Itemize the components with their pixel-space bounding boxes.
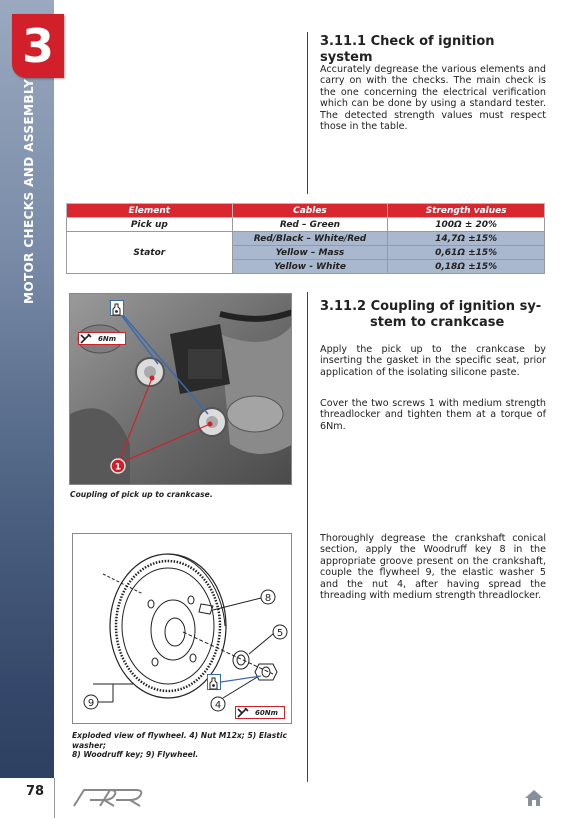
rr-logo [70, 786, 148, 812]
callout-8: 8 [264, 593, 272, 604]
header-element: Element [67, 204, 233, 218]
pickup-photo-illustration [70, 294, 292, 485]
torque-value: 60Nm [255, 708, 278, 717]
figure-caption-flywheel-line2: 8) Woodruff key; 9) Flywheel. [72, 750, 199, 759]
callout-4: 4 [214, 700, 222, 711]
callout-5: 5 [276, 628, 284, 639]
column-divider-top [307, 32, 308, 194]
section-heading-coupling: 3.11.2 Coupling of ignition sy- [320, 299, 542, 314]
footer-divider [54, 778, 55, 818]
header-cables: Cables [232, 204, 388, 218]
home-icon[interactable] [524, 789, 544, 811]
figure-caption-flywheel-line1: Exploded view of flywheel. 4) Nut M12x; 5) Elastic washer; [72, 731, 288, 750]
chapter-number-tab: 3 [12, 14, 64, 78]
table-row [67, 232, 545, 246]
callout-1: 1 [114, 462, 122, 473]
pickup-photo [69, 293, 292, 485]
torque-value: 6Nm [98, 334, 117, 343]
section-heading-check-ignition: 3.11.1 Check of ignition system [320, 34, 495, 65]
flywheel-diagram [72, 533, 292, 724]
torque-box [235, 706, 285, 719]
cell-value: 0,18Ω ±15% [388, 260, 545, 274]
cell-value: 100Ω ± 20% [388, 218, 545, 232]
page-number: 78 [26, 784, 45, 799]
section-heading-coupling-line2: stem to crankcase [370, 315, 505, 330]
torque-box [78, 332, 126, 345]
figure-caption-flywheel [72, 731, 298, 760]
header-strength-values: Strength values [388, 204, 545, 218]
column-divider-bottom [307, 292, 308, 782]
cell-cables: Red/Black – White/Red [232, 232, 388, 246]
cell-cables: Yellow - White [232, 260, 388, 274]
threadlocker-icon [110, 300, 124, 316]
table-row [67, 218, 545, 232]
threadlocker-leader [221, 674, 261, 694]
chapter-title: MOTOR CHECKS AND ASSEMBLY [22, 78, 36, 304]
flywheel-illustration [73, 534, 293, 725]
cell-cables: Red – Green [232, 218, 388, 232]
torque-wrench-icon [237, 707, 251, 718]
cell-element: Pick up [67, 218, 233, 232]
cell-value: 0,61Ω ±15% [388, 246, 545, 260]
threadlocker-icon [207, 674, 221, 690]
paragraph-check-ignition: Accurately degrease the various elements and carry on with the checks. The main check is the one concerning the electrical verification which can be done by using a standard tester. The detected strength values must respect those in the table. [320, 64, 546, 133]
table-header-row [67, 204, 545, 218]
cell-element: Stator [67, 232, 233, 274]
paragraph-coupling-2: Cover the two screws 1 with medium strength threadlocker and tighten them at a torque of 6Nm. [320, 398, 546, 432]
figure-caption-pickup: Coupling of pick up to crankcase. [70, 490, 213, 499]
paragraph-coupling-3: Thoroughly degrease the crankshaft conical section, apply the Woodruff key 8 in the appropriate groove present on the crankshaft, couple the flywheel 9, the elastic washer 5 and the nut 4, after having spread the threading with medium strength threadlocker. [320, 533, 546, 602]
paragraph-coupling-1: Apply the pick up to the crankcase by inserting the gasket in the specific seat, prior application of the isolating silicone paste. [320, 344, 546, 378]
strength-values-table [66, 203, 545, 274]
callout-9: 9 [87, 698, 95, 709]
cell-cables: Yellow – Mass [232, 246, 388, 260]
cell-value: 14,7Ω ±15% [388, 232, 545, 246]
torque-wrench-icon [80, 333, 94, 344]
